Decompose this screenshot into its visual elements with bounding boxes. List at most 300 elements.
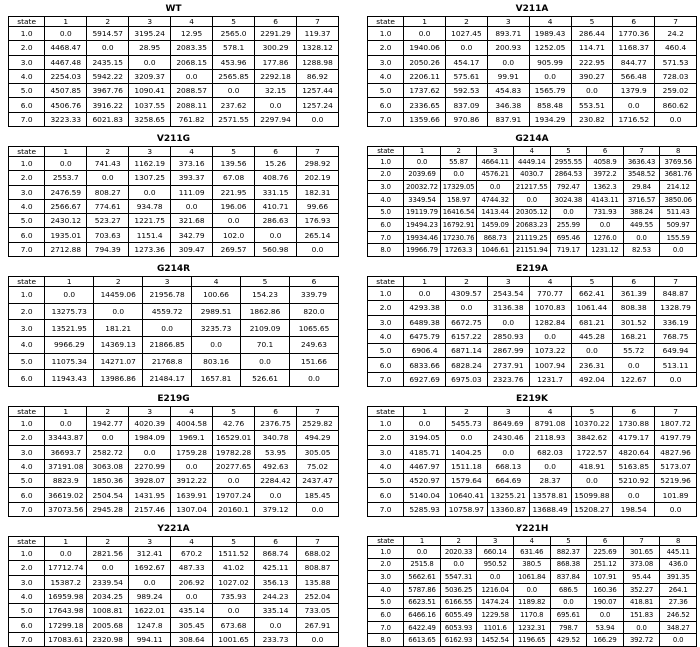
column-header-cell: 6 [289,277,338,287]
column-header-cell: 2 [440,147,477,156]
value-cell: 36693.7 [45,445,87,459]
column-header-cell: 6 [587,147,624,156]
value-cell: 1027.02 [213,575,255,589]
value-cell: 1565.79 [529,84,571,98]
table-title: G214A [515,134,549,144]
value-cell: 0.0 [529,69,571,83]
value-cell: 0.0 [213,84,255,98]
table-row [9,157,339,171]
value-cell: 2068.15 [171,55,213,69]
value-cell: 13521.95 [45,320,94,337]
value-cell: 321.68 [171,214,213,228]
state-cell: 4.0 [9,589,45,603]
value-cell: 808.27 [87,185,129,199]
column-header-cell: 5 [571,277,613,287]
column-header-cell: 6 [587,537,624,546]
table-section-g214a [367,134,697,257]
value-cell: 837.84 [550,571,587,584]
table-row [9,353,339,370]
table-section-v211g [8,134,339,257]
value-cell: 2566.67 [45,199,87,213]
value-cell: 356.13 [255,575,297,589]
table-row [368,301,697,315]
column-header-cell: 2 [87,17,129,27]
value-cell: 1639.91 [171,488,213,502]
table-row [9,84,339,98]
value-cell: 670.2 [171,547,213,561]
value-cell: 2850.93 [487,329,529,343]
state-cell: 4.0 [368,459,404,473]
state-cell: 6.0 [368,488,404,502]
state-header-cell: state [368,407,404,417]
value-cell: 4020.39 [129,417,171,431]
value-cell: 6162.93 [440,634,477,647]
value-cell: 2034.25 [87,589,129,603]
value-cell: 0.0 [213,474,255,488]
value-cell: 1862.86 [241,303,290,320]
value-cell: 225.69 [587,546,624,559]
value-cell: 5662.61 [404,571,441,584]
value-cell: 860.62 [655,98,697,112]
value-cell: 3195.24 [129,27,171,41]
value-cell: 5942.22 [87,69,129,83]
value-cell: 0.0 [192,336,241,353]
value-cell: 4179.17 [613,431,655,445]
value-cell: 249.63 [289,336,338,353]
value-cell: 844.77 [613,55,655,69]
value-cell: 719.17 [550,244,587,257]
value-cell: 308.64 [171,632,213,646]
column-header-cell: 4 [171,407,213,417]
value-cell: 101.89 [655,488,697,502]
state-cell: 4.0 [9,199,45,213]
value-cell: 1189.82 [513,596,550,609]
value-cell: 160.36 [587,583,624,596]
value-cell: 2430.46 [487,431,529,445]
table-title: E219K [516,394,548,404]
value-cell: 808.38 [613,301,655,315]
table-row [9,41,339,55]
column-header-cell: 3 [143,277,192,287]
table-row [9,589,339,603]
value-cell: 21866.85 [143,336,192,353]
value-cell: 664.69 [487,474,529,488]
value-cell: 36619.02 [45,488,87,502]
value-cell: 1221.75 [129,214,171,228]
value-cell: 0.0 [404,287,446,301]
value-cell: 950.52 [477,558,514,571]
value-cell: 151.66 [289,353,338,370]
column-header-cell: 1 [45,17,87,27]
header-row [368,407,697,417]
value-cell: 10370.22 [571,417,613,431]
value-cell: 14271.07 [94,353,143,370]
value-cell: 2712.88 [45,242,87,256]
table-row [368,244,697,257]
rate-matrix-table [367,536,697,647]
column-header-cell: 3 [487,277,529,287]
table-row [9,112,339,126]
value-cell: 305.45 [171,618,213,632]
value-cell: 373.16 [171,157,213,171]
value-cell: 6055.49 [440,609,477,622]
value-cell: 2955.55 [550,156,587,169]
value-cell: 686.5 [550,583,587,596]
table-row [9,27,339,41]
value-cell: 2284.42 [255,474,297,488]
table-section-e219k [367,394,697,517]
value-cell: 29.84 [623,181,660,194]
value-cell: 4197.79 [655,431,697,445]
value-cell: 1001.65 [213,632,255,646]
state-header-cell: state [368,537,404,546]
value-cell: 2292.18 [255,69,297,83]
value-cell: 6053.93 [440,621,477,634]
value-cell: 55.87 [440,156,477,169]
value-cell: 0.0 [613,98,655,112]
state-cell: 6.0 [9,370,45,387]
value-cell: 2864.53 [550,168,587,181]
table-row [9,69,339,83]
value-cell: 2020.33 [440,546,477,559]
value-cell: 15099.88 [571,488,613,502]
value-cell: 237.62 [213,98,255,112]
column-header-cell: 1 [404,147,441,156]
value-cell: 6613.65 [404,634,441,647]
value-cell: 4185.71 [404,445,446,459]
value-cell: 2435.15 [87,55,129,69]
table-row [9,228,339,242]
value-cell: 0.0 [297,632,339,646]
value-cell: 523.27 [87,214,129,228]
table-title: E219G [157,394,190,404]
value-cell: 200.93 [487,41,529,55]
value-cell: 265.14 [297,228,339,242]
column-header-cell: 7 [297,537,339,547]
state-cell: 5.0 [368,596,404,609]
value-cell: 1404.25 [446,445,488,459]
value-cell: 592.53 [446,84,488,98]
value-cell: 2206.11 [404,69,446,83]
value-cell: 5914.57 [87,27,129,41]
value-cell: 0.0 [45,27,87,41]
value-cell: 2989.51 [192,303,241,320]
state-cell: 3.0 [368,315,404,329]
state-header-cell: state [9,537,45,547]
value-cell: 13360.87 [487,502,529,516]
table-row [368,231,697,244]
table-row [368,69,697,83]
value-cell: 0.0 [446,41,488,55]
value-cell: 17329.05 [440,181,477,194]
value-cell: 1989.43 [529,27,571,41]
value-cell: 6906.4 [404,344,446,358]
value-cell: 198.54 [613,502,655,516]
value-cell: 1362.3 [587,181,624,194]
column-header-cell: 6 [613,277,655,287]
value-cell: 99.66 [297,199,339,213]
column-header-cell: 5 [571,407,613,417]
value-cell: 429.52 [550,634,587,647]
value-cell: 2291.29 [255,27,297,41]
value-cell: 0.0 [529,459,571,473]
value-cell: 0.0 [487,315,529,329]
table-row [368,84,697,98]
state-cell: 7.0 [368,502,404,516]
value-cell: 688.02 [297,547,339,561]
value-cell: 24.2 [655,27,697,41]
rate-matrix-table [367,146,697,257]
value-cell: 2109.09 [241,320,290,337]
value-cell: 21484.17 [143,370,192,387]
value-cell: 53.94 [587,621,624,634]
value-cell: 3769.56 [660,156,697,169]
value-cell: 0.0 [587,219,624,232]
value-cell: 4576.21 [477,168,514,181]
column-header-cell: 1 [45,537,87,547]
value-cell: 154.23 [241,287,290,304]
value-cell: 16959.98 [45,589,87,603]
value-cell: 0.0 [655,502,697,516]
value-cell: 803.16 [192,353,241,370]
state-cell: 1.0 [9,417,45,431]
table-title: Y221A [157,524,190,534]
value-cell: 1276.0 [587,231,624,244]
column-header-cell: 1 [404,407,446,417]
value-cell: 380.5 [513,558,550,571]
value-cell: 95.44 [623,571,660,584]
value-cell: 4664.11 [477,156,514,169]
value-cell: 166.29 [587,634,624,647]
value-cell: 0.0 [297,242,339,256]
value-cell: 17083.61 [45,632,87,646]
value-cell: 0.0 [255,98,297,112]
value-cell: 19494.23 [404,219,441,232]
value-cell: 1070.83 [529,301,571,315]
value-cell: 42.76 [213,417,255,431]
value-cell: 2515.8 [404,558,441,571]
value-cell: 86.92 [297,69,339,83]
table-row [368,459,697,473]
table-row [368,502,697,516]
value-cell: 3912.22 [171,474,213,488]
value-cell: 0.0 [655,112,697,126]
value-cell: 252.04 [297,589,339,603]
state-cell: 5.0 [368,206,404,219]
table-row [368,474,697,488]
table-row [368,287,697,301]
table-row [368,583,697,596]
value-cell: 492.04 [571,372,613,386]
value-cell: 0.0 [45,287,94,304]
value-cell: 4309.57 [446,287,488,301]
value-cell: 2529.82 [297,417,339,431]
value-cell: 37073.56 [45,502,87,516]
table-row [368,417,697,431]
value-cell: 251.12 [587,558,624,571]
state-cell: 5.0 [368,84,404,98]
value-cell: 19934.46 [404,231,441,244]
column-header-cell: 2 [87,147,129,157]
state-cell: 5.0 [9,604,45,618]
table-row [368,344,697,358]
value-cell: 17263.3 [440,244,477,257]
value-cell: 190.07 [587,596,624,609]
value-cell: 17299.18 [45,618,87,632]
table-row [368,609,697,622]
value-cell: 2050.26 [404,55,446,69]
value-cell: 13986.86 [94,370,143,387]
state-cell: 5.0 [368,344,404,358]
value-cell: 1273.36 [129,242,171,256]
value-cell: 6623.51 [404,596,441,609]
value-cell: 731.93 [587,206,624,219]
value-cell: 37191.08 [45,459,87,473]
state-cell: 3.0 [368,445,404,459]
value-cell: 2945.28 [87,502,129,516]
value-cell: 340.78 [255,431,297,445]
value-cell: 286.44 [571,27,613,41]
column-header-cell: 7 [297,147,339,157]
value-cell: 1759.28 [171,445,213,459]
state-cell: 4.0 [9,459,45,473]
value-cell: 0.0 [94,303,143,320]
value-cell: 837.09 [446,98,488,112]
state-cell: 1.0 [368,27,404,41]
state-cell: 6.0 [9,618,45,632]
value-cell: 0.0 [213,604,255,618]
value-cell: 335.14 [255,604,297,618]
header-row [368,17,697,27]
value-cell: 695.61 [550,609,587,622]
table-row [9,320,339,337]
column-header-cell: 7 [655,17,697,27]
table-row [368,329,697,343]
value-cell: 392.72 [623,634,660,647]
value-cell: 379.12 [255,502,297,516]
state-cell: 8.0 [368,244,404,257]
state-cell: 1.0 [368,546,404,559]
value-cell: 673.68 [213,618,255,632]
value-cell: 1232.31 [513,621,550,634]
value-cell: 0.0 [45,417,87,431]
value-cell: 1716.52 [613,112,655,126]
value-cell: 2582.72 [87,445,129,459]
table-row [9,287,339,304]
value-cell: 662.41 [571,287,613,301]
table-section-wt [8,4,339,127]
value-cell: 67.08 [213,171,255,185]
value-cell: 792.47 [550,181,587,194]
value-cell: 882.37 [550,546,587,559]
state-header-cell: state [368,277,404,287]
state-cell: 5.0 [9,353,45,370]
table-row [9,417,339,431]
value-cell: 0.0 [297,112,339,126]
table-row [9,303,339,320]
value-cell: 487.33 [171,561,213,575]
value-cell: 13688.49 [529,502,571,516]
column-header-cell: 7 [655,277,697,287]
value-cell: 1452.54 [477,634,514,647]
value-cell: 3850.06 [660,193,697,206]
value-cell: 837.91 [487,112,529,126]
value-cell: 0.0 [655,372,697,386]
state-cell: 1.0 [368,156,404,169]
value-cell: 5219.96 [655,474,697,488]
state-cell: 3.0 [9,320,45,337]
value-cell: 868.38 [550,558,587,571]
value-cell: 20277.65 [213,459,255,473]
column-header-cell: 3 [487,407,529,417]
value-cell: 4030.7 [513,168,550,181]
value-cell: 3842.62 [571,431,613,445]
value-cell: 408.76 [255,171,297,185]
value-cell: 4004.58 [171,417,213,431]
value-cell: 264.1 [660,583,697,596]
value-cell: 453.96 [213,55,255,69]
value-cell: 449.55 [623,219,660,232]
value-cell: 1730.88 [613,417,655,431]
value-cell: 1622.01 [129,604,171,618]
value-cell: 905.99 [529,55,571,69]
value-cell: 1037.55 [129,98,171,112]
value-cell: 1969.1 [171,431,213,445]
table-row [9,242,339,256]
column-header-cell: 5 [550,537,587,546]
value-cell: 994.11 [129,632,171,646]
state-cell: 6.0 [9,98,45,112]
value-cell: 255.99 [550,219,587,232]
value-cell: 13578.81 [529,488,571,502]
value-cell: 259.02 [655,84,697,98]
value-cell: 868.73 [477,231,514,244]
state-cell: 7.0 [368,112,404,126]
value-cell: 13275.73 [45,303,94,320]
value-cell: 10640.41 [446,488,488,502]
value-cell: 848.87 [655,287,697,301]
state-cell: 4.0 [9,336,45,353]
value-cell: 1657.81 [192,370,241,387]
value-cell: 681.21 [571,315,613,329]
table-row [9,575,339,589]
value-cell: 373.08 [623,558,660,571]
value-cell: 0.0 [45,547,87,561]
rate-matrix-table [367,16,697,127]
value-cell: 21956.78 [143,287,192,304]
value-cell: 20683.23 [513,219,550,232]
table-section-v211a [367,4,697,127]
table-row [9,474,339,488]
value-cell: 0.0 [513,583,550,596]
value-cell: 3136.38 [487,301,529,315]
value-cell: 0.0 [255,228,297,242]
value-cell: 1229.58 [477,609,514,622]
table-row [9,214,339,228]
value-cell: 4507.85 [45,84,87,98]
value-cell: 970.86 [446,112,488,126]
value-cell: 182.31 [297,185,339,199]
value-cell: 19966.79 [404,244,441,257]
state-cell: 4.0 [368,583,404,596]
value-cell: 21217.55 [513,181,550,194]
value-cell: 346.38 [487,98,529,112]
state-cell: 3.0 [368,55,404,69]
table-row [9,199,339,213]
column-header-cell: 1 [404,537,441,546]
value-cell: 3928.07 [129,474,171,488]
value-cell: 305.05 [297,445,339,459]
